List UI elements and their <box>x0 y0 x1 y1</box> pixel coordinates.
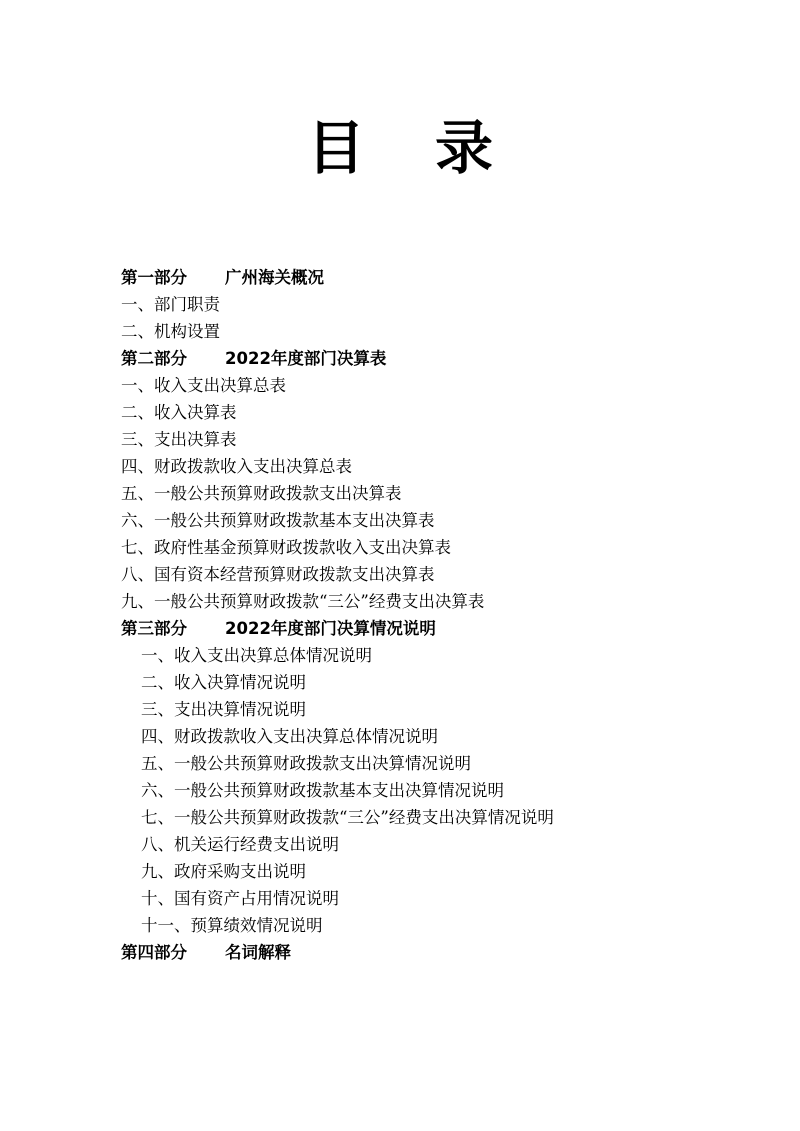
toc-item-text: 十、国有资产占用情况说明 <box>141 889 339 908</box>
toc-item <box>121 399 721 426</box>
toc-item <box>121 372 721 399</box>
toc-item <box>121 777 721 804</box>
toc-item <box>121 723 721 750</box>
toc-item-text: 一、收入支出决算总表 <box>121 376 286 395</box>
toc-item <box>121 291 721 318</box>
toc-item-text: 八、国有资本经营预算财政拨款支出决算表 <box>121 565 435 584</box>
toc-item-text: 七、政府性基金预算财政拨款收入支出决算表 <box>121 538 451 557</box>
toc-part-title: 2022年度部门决算表 <box>225 349 387 368</box>
toc-part-label: 第三部分 <box>121 619 187 638</box>
toc-part-heading <box>121 615 721 642</box>
toc-item <box>121 534 721 561</box>
toc-item-text: 七、一般公共预算财政拨款“三公”经费支出决算情况说明 <box>141 808 554 827</box>
toc-item <box>121 642 721 669</box>
toc-item <box>121 696 721 723</box>
toc-item-text: 十一、预算绩效情况说明 <box>141 916 323 935</box>
toc-part-label: 第四部分 <box>121 943 187 962</box>
toc-item <box>121 318 721 345</box>
title-char-2: 录 <box>435 114 494 182</box>
table-of-contents <box>121 264 721 966</box>
toc-item <box>121 750 721 777</box>
toc-part-label: 第一部分 <box>121 268 187 287</box>
toc-item <box>121 453 721 480</box>
toc-item-text: 八、机关运行经费支出说明 <box>141 835 339 854</box>
toc-item-text: 六、一般公共预算财政拨款基本支出决算情况说明 <box>141 781 504 800</box>
toc-item <box>121 426 721 453</box>
toc-item-text: 三、支出决算表 <box>121 430 237 449</box>
toc-item-text: 四、财政拨款收入支出决算总表 <box>121 457 352 476</box>
toc-item <box>121 507 721 534</box>
toc-part-title: 名词解释 <box>225 943 291 962</box>
title-char-1: 目 <box>306 114 365 182</box>
toc-item-text: 一、部门职责 <box>121 295 220 314</box>
toc-item-text: 六、一般公共预算财政拨款基本支出决算表 <box>121 511 435 530</box>
toc-item <box>121 858 721 885</box>
toc-item-text: 二、收入决算情况说明 <box>141 673 306 692</box>
page-title <box>0 108 800 188</box>
toc-part-label: 第二部分 <box>121 349 187 368</box>
toc-item-text: 九、一般公共预算财政拨款“三公”经费支出决算表 <box>121 592 485 611</box>
toc-item-text: 一、收入支出决算总体情况说明 <box>141 646 372 665</box>
toc-item-text: 二、机构设置 <box>121 322 220 341</box>
toc-item <box>121 561 721 588</box>
toc-item <box>121 588 721 615</box>
toc-part-heading <box>121 264 721 291</box>
toc-item-text: 四、财政拨款收入支出决算总体情况说明 <box>141 727 438 746</box>
toc-item <box>121 885 721 912</box>
toc-item-text: 五、一般公共预算财政拨款支出决算表 <box>121 484 402 503</box>
toc-item-text: 五、一般公共预算财政拨款支出决算情况说明 <box>141 754 471 773</box>
toc-item <box>121 804 721 831</box>
toc-item <box>121 912 721 939</box>
toc-item-text: 二、收入决算表 <box>121 403 237 422</box>
toc-item-text: 九、政府采购支出说明 <box>141 862 306 881</box>
toc-part-heading <box>121 345 721 372</box>
toc-item <box>121 831 721 858</box>
toc-part-heading <box>121 939 721 966</box>
toc-part-title: 广州海关概况 <box>225 268 324 287</box>
toc-item-text: 三、支出决算情况说明 <box>141 700 306 719</box>
toc-part-title: 2022年度部门决算情况说明 <box>225 619 436 638</box>
toc-item <box>121 480 721 507</box>
toc-item <box>121 669 721 696</box>
